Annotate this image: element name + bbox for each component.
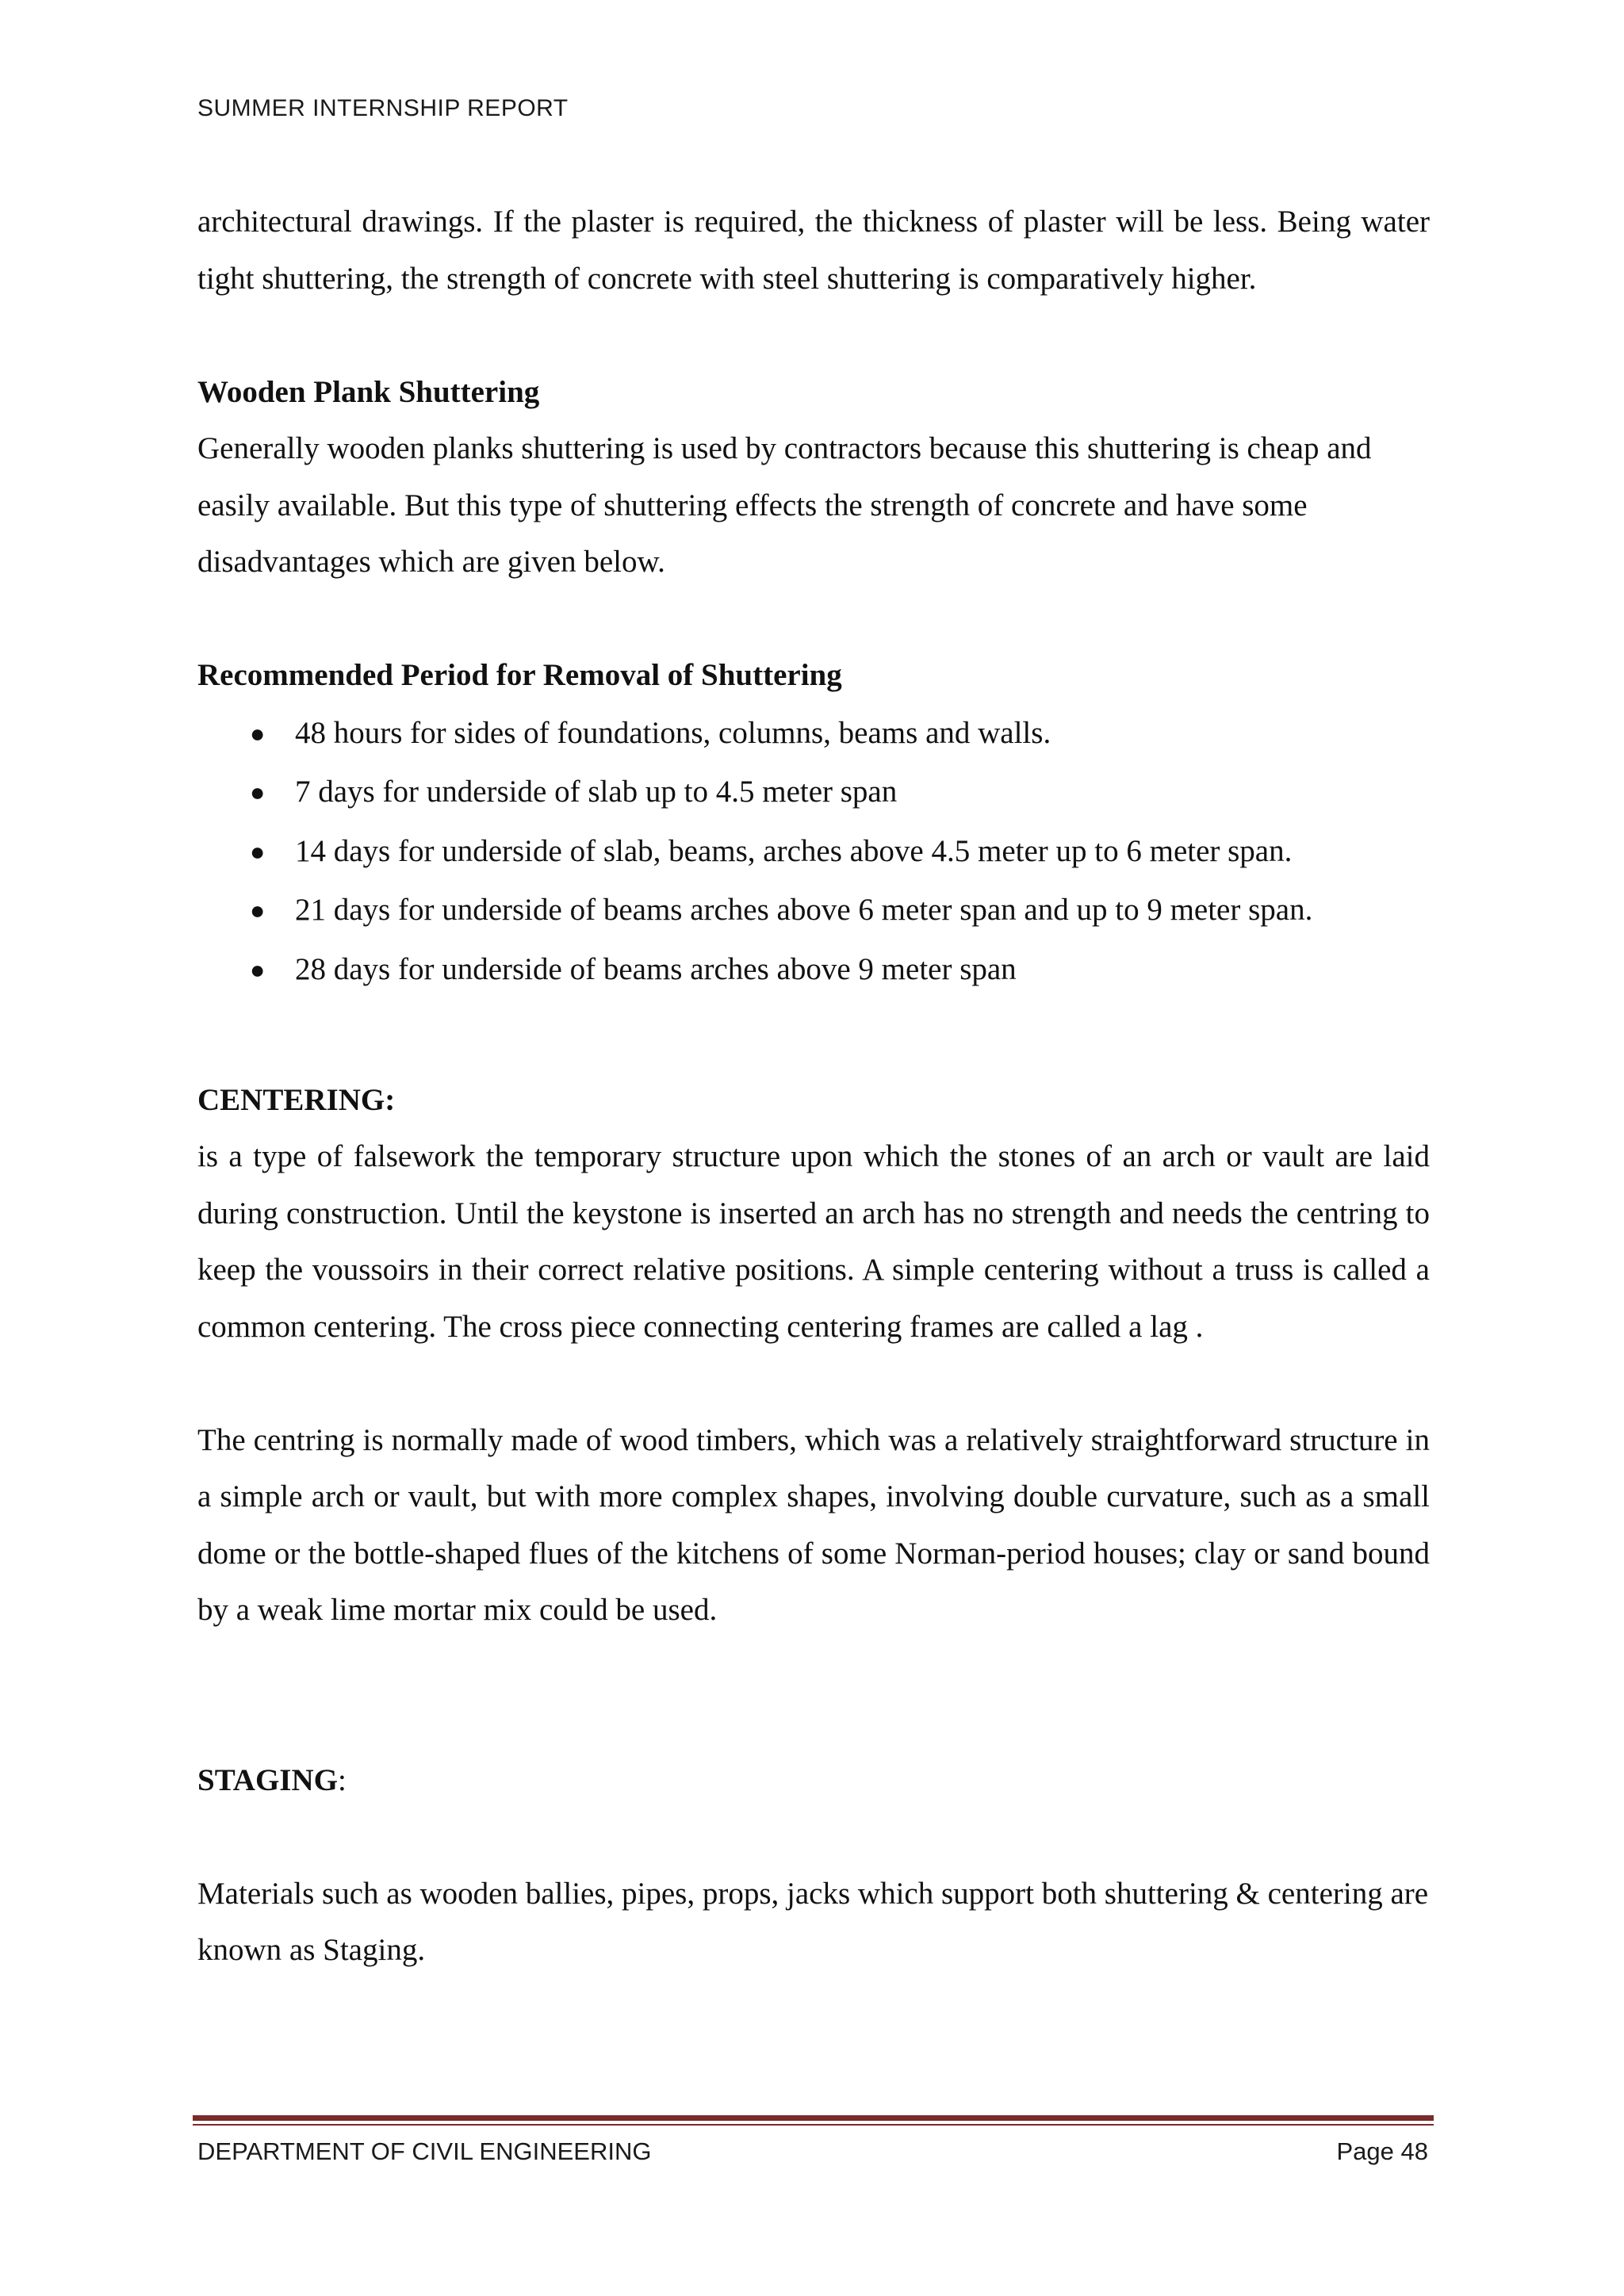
wooden-plank-paragraph: Generally wooden planks shuttering is used by contractors because this shuttering is cheap and easily available. But this type of shuttering effects the strength of concrete and have some disadvantages which are given below.: [197, 431, 1372, 579]
centering-paragraph-2: The centring is normally made of wood timbers, which was a relatively straightforward structure in a simple arch or vault, but with more complex shapes, involving double curvature, such as a small dome or the bottle-shaped flues of the kitchens of some Norman-period houses; clay or sand bound by a weak lime mortar mix could be used.: [197, 1422, 1430, 1627]
staging-heading: STAGING: [197, 1762, 338, 1797]
staging-colon: :: [338, 1762, 347, 1797]
footer-rule-thin: [193, 2124, 1434, 2126]
footer-department: DEPARTMENT OF CIVIL ENGINEERING: [197, 2137, 652, 2165]
list-item-text: 48 hours for sides of foundations, columns, beams and walls.: [295, 715, 1051, 750]
staging-paragraph: Materials such as wooden ballies, pipes, props, jacks which support both shuttering & centering are known as Staging.: [197, 1876, 1429, 1967]
list-item: [197, 763, 1430, 822]
bullet-icon: ●: [250, 778, 266, 806]
running-header: SUMMER INTERNSHIP REPORT: [197, 95, 569, 121]
list-item: [197, 704, 1430, 763]
bullet-icon: ●: [250, 896, 266, 924]
list-item-text: 7 days for underside of slab up to 4.5 meter span: [295, 775, 898, 809]
list-item-text: 28 days for underside of beams arches above 9 meter span: [295, 951, 1017, 986]
list-item: [197, 940, 1430, 1000]
bullet-icon: ●: [250, 718, 266, 748]
bullet-icon: ●: [250, 955, 266, 984]
removal-period-heading: Recommended Period for Removal of Shuttering: [197, 658, 842, 692]
list-item: [197, 881, 1430, 940]
centering-paragraph-1: is a type of falsework the temporary structure upon which the stones of an arch or vault are laid during construction. Until the keystone is inserted an arch has no strength and needs the centring to keep the voussoirs in their correct relative positions. A simple centering without a truss is called a common centering. The cross piece connecting centering frames are called a lag .: [197, 1139, 1430, 1344]
list-item: [197, 822, 1430, 882]
list-item-text: 14 days for underside of slab, beams, arches above 4.5 meter up to 6 meter span.: [295, 833, 1293, 868]
list-item-text: 21 days for underside of beams arches above 6 meter span and up to 9 meter span.: [295, 893, 1313, 927]
footer-page-number: Page 48: [1336, 2137, 1428, 2165]
bullet-icon: ●: [250, 836, 266, 866]
removal-period-list: [197, 704, 1430, 1000]
intro-paragraph: architectural drawings. If the plaster is required, the thickness of plaster will be less. Being water tight shuttering, the strength of concrete with steel shuttering is comparatively higher.: [197, 205, 1430, 296]
footer-rule: [193, 2115, 1434, 2121]
staging-heading-line: [197, 1752, 1430, 1809]
wooden-plank-heading: Wooden Plank Shuttering: [197, 374, 540, 409]
centering-heading: CENTERING:: [197, 1082, 396, 1117]
page-content: [197, 193, 1430, 1979]
